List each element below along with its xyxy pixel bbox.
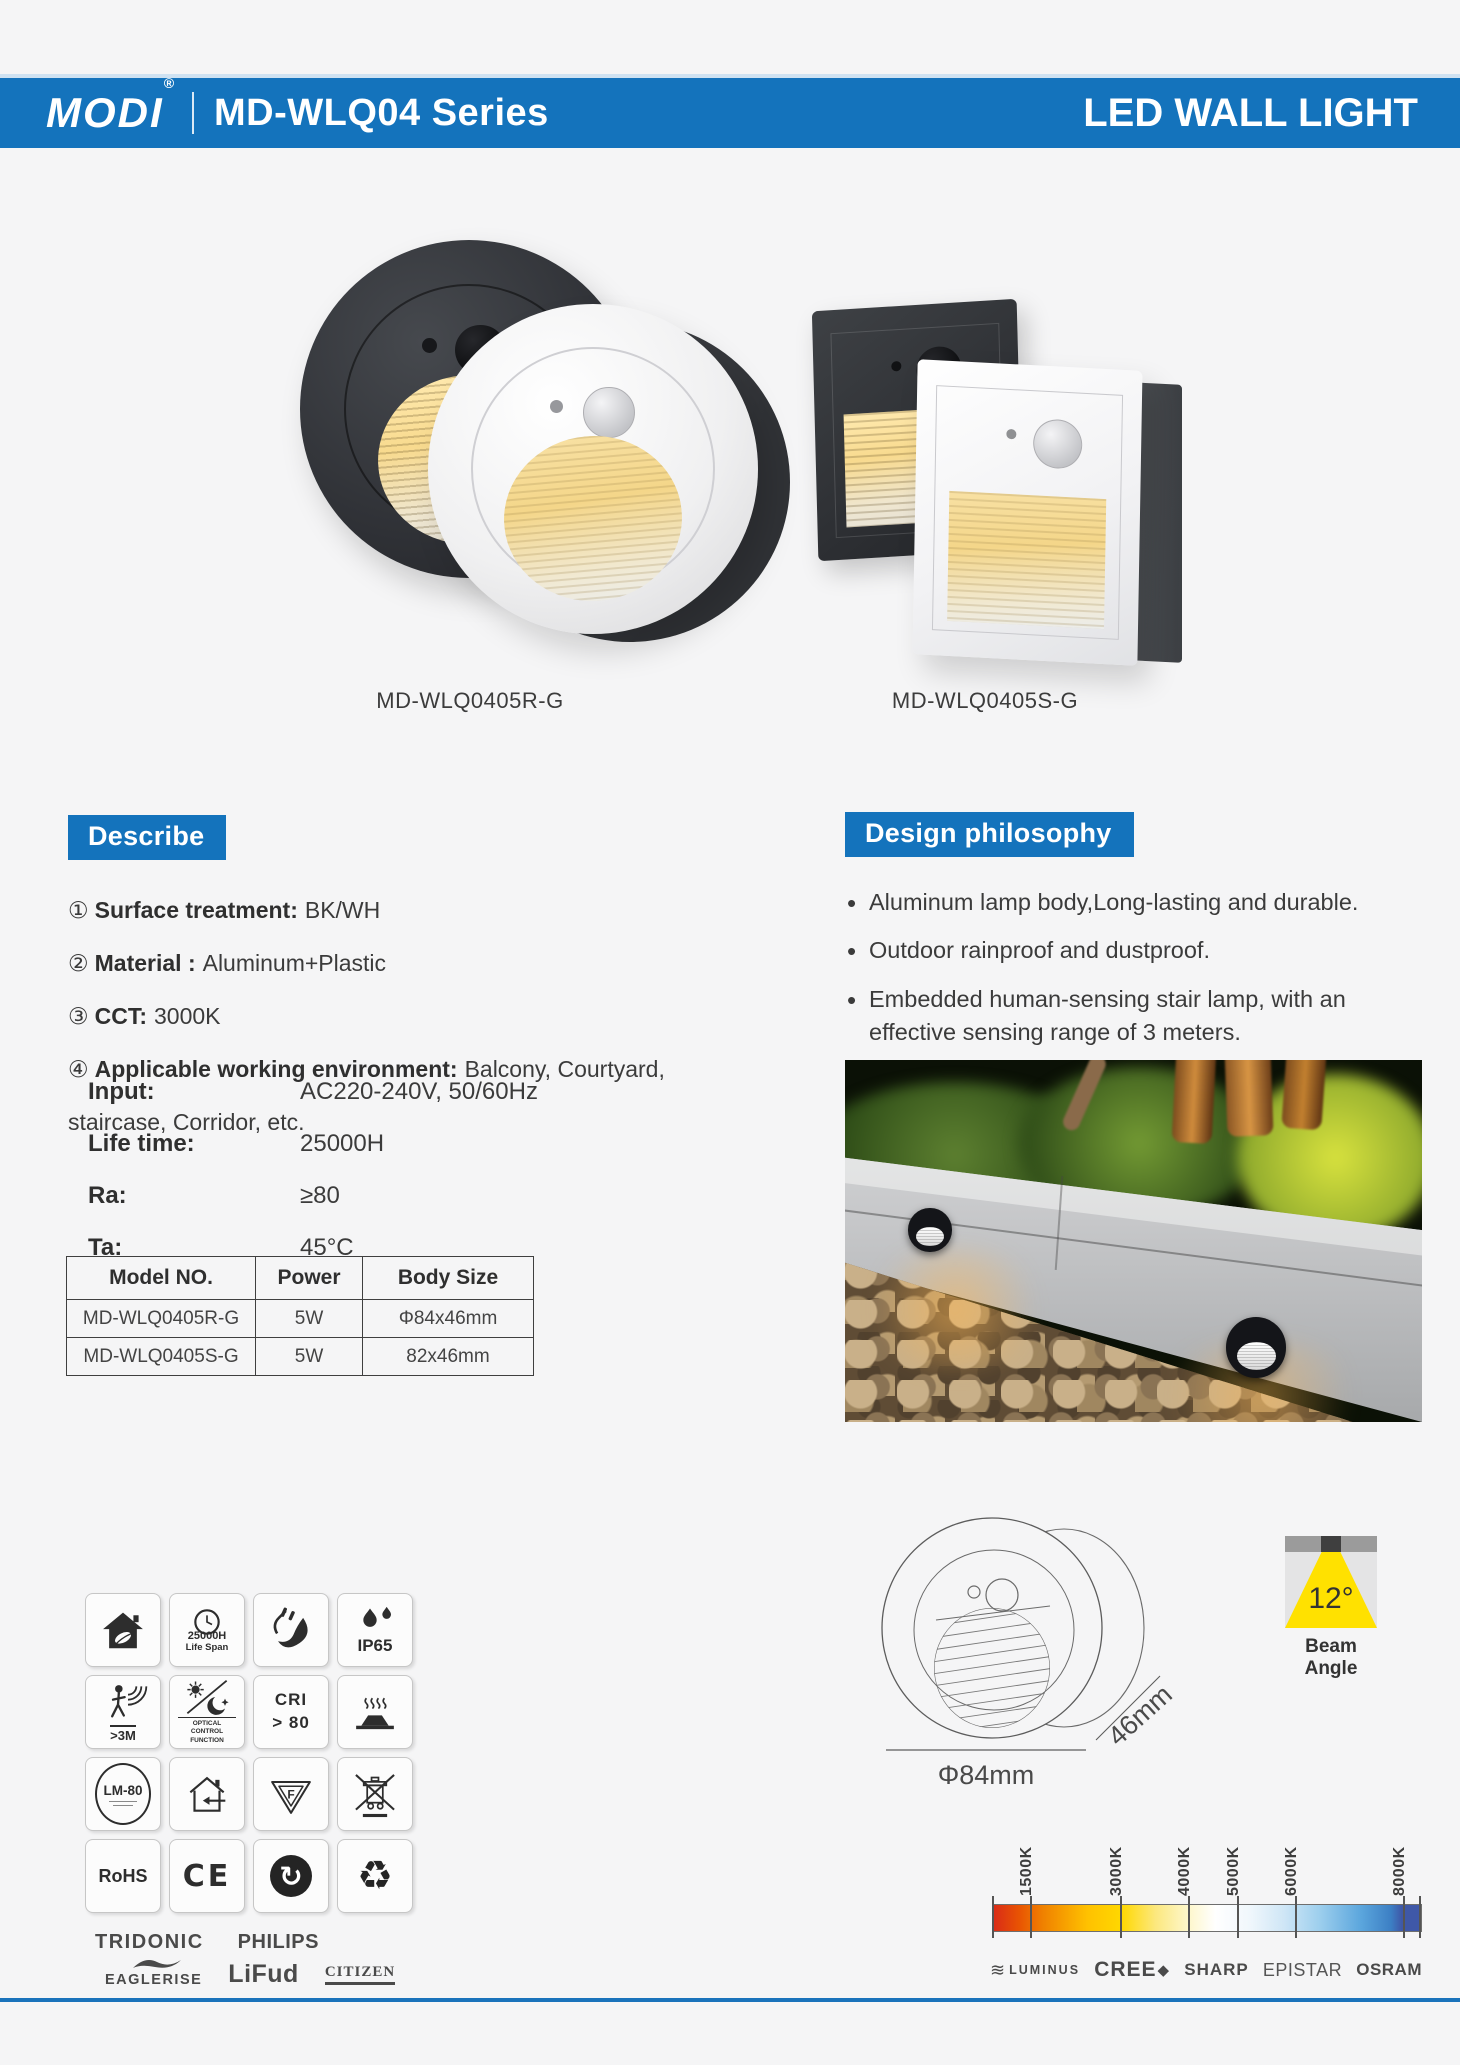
sun-moon-glyph [182, 1679, 232, 1715]
cct-tick-label: 3000K [1108, 1846, 1125, 1896]
tree-trunk [1224, 1060, 1273, 1137]
cct-tick-label: 6000K [1283, 1846, 1300, 1896]
cct-tick [1295, 1896, 1297, 1938]
epistar-logo: EPISTAR [1262, 1959, 1343, 1980]
item-label: Surface treatment: [94, 897, 298, 923]
beam-angle-icon [1285, 1536, 1377, 1628]
spec-value: 45°C [300, 1234, 354, 1261]
model-table [66, 1256, 534, 1376]
cell-power: 5W [256, 1338, 363, 1376]
cct-tick-label: 1500K [1018, 1846, 1035, 1896]
spec-value: ≥80 [300, 1182, 340, 1209]
brand-text: MODI [46, 89, 164, 136]
table-row [67, 1300, 534, 1338]
light-glow [857, 1248, 1053, 1371]
describe-item [68, 937, 688, 990]
cri-label: CRI [274, 1690, 308, 1710]
luminus-logo [990, 1960, 1080, 1981]
installed-wall-light [1226, 1317, 1287, 1378]
cct-tick [1030, 1896, 1032, 1938]
cct-tick-label: 5000K [1225, 1846, 1242, 1896]
house-arrow-glyph [182, 1769, 232, 1819]
cct-tick [1419, 1896, 1421, 1938]
waterproof-icon [337, 1593, 413, 1667]
table-row [67, 1338, 534, 1376]
spec-label: Ta: [88, 1234, 123, 1261]
luminus-text: LUMINUS [1009, 1963, 1081, 1977]
spec-row [88, 1170, 648, 1222]
spec-list [88, 1066, 648, 1274]
cct-tick [992, 1896, 994, 1938]
citizen-logo: CITIZEN [325, 1964, 395, 1985]
describe-item-wrap: staircase, Corridor, etc. [68, 1109, 305, 1135]
recycle-glyph: ♻ [357, 1854, 393, 1898]
col-header-power: Power [256, 1257, 363, 1300]
life-span-label: Life Span [185, 1642, 229, 1654]
cell-size: 82x46mm [363, 1338, 534, 1376]
design-bullet: • Aluminum lamp body,Long-lasting and durable. [845, 886, 1420, 919]
life-span-icon [169, 1593, 245, 1667]
square-light-image [805, 295, 1245, 705]
beam-angle-caption: Beam Angle [1304, 1636, 1358, 1679]
life-span-hours: 25000H [187, 1630, 227, 1643]
light-source [1321, 1536, 1341, 1552]
lm80-icon [85, 1757, 161, 1831]
describe-item [68, 884, 688, 937]
registered-mark: ® [163, 75, 176, 91]
rohs-label: RoHS [98, 1866, 148, 1886]
f-diamond-glyph [265, 1770, 317, 1818]
cct-tick-label: 8000K [1391, 1846, 1408, 1896]
round-light-white [428, 304, 758, 634]
brand-logo [46, 75, 176, 137]
dimension-drawing [878, 1488, 1188, 1823]
describe-item [68, 990, 688, 1043]
philips-logo: PHILIPS [237, 1931, 319, 1953]
lit-lens [947, 491, 1107, 629]
recessed-mount-icon [337, 1675, 413, 1749]
f-mark-icon [253, 1757, 329, 1831]
spec-value: AC220-240V, 50/60Hz [300, 1078, 538, 1105]
eco-house-glyph [97, 1604, 149, 1656]
spec-value: 25000H [300, 1130, 385, 1157]
depth-label: 46mm [1102, 1679, 1178, 1752]
weee-icon [337, 1757, 413, 1831]
col-header-model: Model NO. [67, 1257, 256, 1300]
plug-leaf-glyph [265, 1604, 317, 1656]
item-value: Aluminum+Plastic [202, 950, 387, 976]
beam-angle-value: 12° [1308, 1582, 1354, 1615]
item-label: Material : [94, 950, 196, 976]
product-type-title: LED WALL LIGHT [1083, 90, 1418, 135]
walking-person-glyph [98, 1683, 148, 1723]
item-number: ① [68, 897, 89, 923]
green-dot-arrows: ↻ [279, 1860, 303, 1892]
spec-row [88, 1066, 648, 1118]
water-drops-glyph [355, 1606, 395, 1636]
round-light-image [230, 232, 770, 687]
optical-control-icon [169, 1675, 245, 1749]
tree-trunk [1171, 1060, 1216, 1144]
design-bullets [845, 886, 1420, 1064]
eaglerise-logo [105, 1962, 202, 1988]
sensing-range-label: >3M [110, 1725, 136, 1742]
eco-house-icon [85, 1593, 161, 1667]
photocell-dot [422, 338, 437, 353]
item-value: Balcony, Courtyard, [464, 1056, 665, 1082]
lifud-logo: LiFud [228, 1960, 299, 1988]
certification-icon-grid [85, 1593, 413, 1913]
cct-tick [1188, 1896, 1190, 1938]
recycle-icon [337, 1839, 413, 1913]
lm80-label: LM-80 [103, 1782, 143, 1798]
header-bar [0, 75, 1460, 148]
square-light-white [913, 359, 1143, 666]
design-bullet: • Embedded human-sensing stair lamp, with an effective sensing range of 3 meters. [845, 983, 1420, 1050]
lm80-fine-print [113, 1805, 133, 1806]
diameter-label: Φ84mm [937, 1760, 1035, 1790]
driver-brand-row-1 [95, 1931, 319, 1954]
cct-tick [1403, 1896, 1405, 1938]
cct-tick-label: 4000K [1176, 1846, 1193, 1896]
driver-brand-row-2 [105, 1960, 395, 1989]
green-dot-icon [253, 1839, 329, 1913]
lit-lens [1237, 1342, 1276, 1370]
cct-tick [1237, 1896, 1239, 1938]
installed-wall-light [908, 1208, 951, 1251]
header-divider [192, 92, 194, 134]
item-label: Applicable working environment: [94, 1056, 458, 1082]
osram-logo: OSRAM [1356, 1960, 1422, 1979]
spec-row [88, 1118, 648, 1170]
eagle-swoosh-icon [131, 1956, 183, 1972]
item-label: CCT: [94, 1003, 148, 1029]
heat-mound-glyph [349, 1688, 401, 1736]
cri-icon [253, 1675, 329, 1749]
eaglerise-text: EAGLERISE [105, 1971, 203, 1988]
design-bullet: • Outdoor rainproof and dustproof. [845, 934, 1420, 967]
cell-model: MD-WLQ0405S-G [67, 1338, 256, 1376]
tridonic-logo: TRIDONIC [95, 1931, 204, 1953]
cri-value: > 80 [272, 1713, 310, 1732]
cct-scale [992, 1846, 1422, 1948]
ce-mark-icon [169, 1839, 245, 1913]
rohs-icon [85, 1839, 161, 1913]
luminus-swoosh-icon: ≋ [990, 1959, 1008, 1980]
pir-sensor-dome [583, 387, 635, 439]
design-section-title: Design philosophy [845, 812, 1134, 857]
cell-size: Φ84x46mm [363, 1300, 534, 1338]
header-left [46, 75, 549, 137]
item-number: ② [68, 950, 89, 976]
cell-model: MD-WLQ0405R-G [67, 1300, 256, 1338]
describe-section-title: Describe [68, 815, 226, 860]
square-light-caption: MD-WLQ0405S-G [891, 688, 1079, 713]
spec-label: Life time: [88, 1130, 195, 1157]
optical-control-label: OPTICAL CONTROL FUNCTION [178, 1717, 236, 1744]
lm80-fine-print [109, 1801, 137, 1802]
indoor-use-icon [169, 1757, 245, 1831]
spec-label: Input: [88, 1078, 155, 1105]
round-light-line-drawing [878, 1488, 1188, 1818]
series-title: MD-WLQ04 Series [213, 91, 549, 134]
round-light-caption: MD-WLQ0405R-G [376, 688, 564, 713]
beam-angle-figure [1280, 1536, 1392, 1680]
ce-label: CE [182, 1858, 232, 1894]
col-header-size: Body Size [363, 1257, 534, 1300]
installation-photo [845, 1060, 1422, 1422]
led-brand-row [990, 1958, 1422, 1982]
ip65-label: IP65 [357, 1636, 393, 1655]
green-dot-circle [270, 1855, 312, 1897]
lm80-oval [95, 1763, 151, 1825]
cct-tick [1120, 1896, 1122, 1938]
item-number: ④ [68, 1056, 89, 1082]
energy-saving-plug-icon [253, 1593, 329, 1667]
cree-logo [1094, 1958, 1170, 1982]
spec-label: Ra: [88, 1182, 127, 1209]
f-letter: F [287, 1787, 295, 1802]
cell-power: 5W [256, 1300, 363, 1338]
cct-gradient-bar [992, 1904, 1422, 1932]
sharp-logo: SHARP [1184, 1960, 1249, 1979]
item-value: 3000K [154, 1003, 221, 1029]
item-number: ③ [68, 1003, 89, 1029]
cree-arrow-icon: ◆ [1157, 1962, 1171, 1979]
motion-sensor-icon [85, 1675, 161, 1749]
table-header-row [67, 1257, 534, 1300]
crossed-bin-glyph [349, 1768, 401, 1820]
item-value: BK/WH [304, 897, 381, 923]
lit-lens [916, 1227, 944, 1247]
tree-trunk [1281, 1060, 1327, 1130]
cree-text: CREE [1094, 1958, 1157, 1981]
footer-divider-line [0, 1998, 1460, 2002]
